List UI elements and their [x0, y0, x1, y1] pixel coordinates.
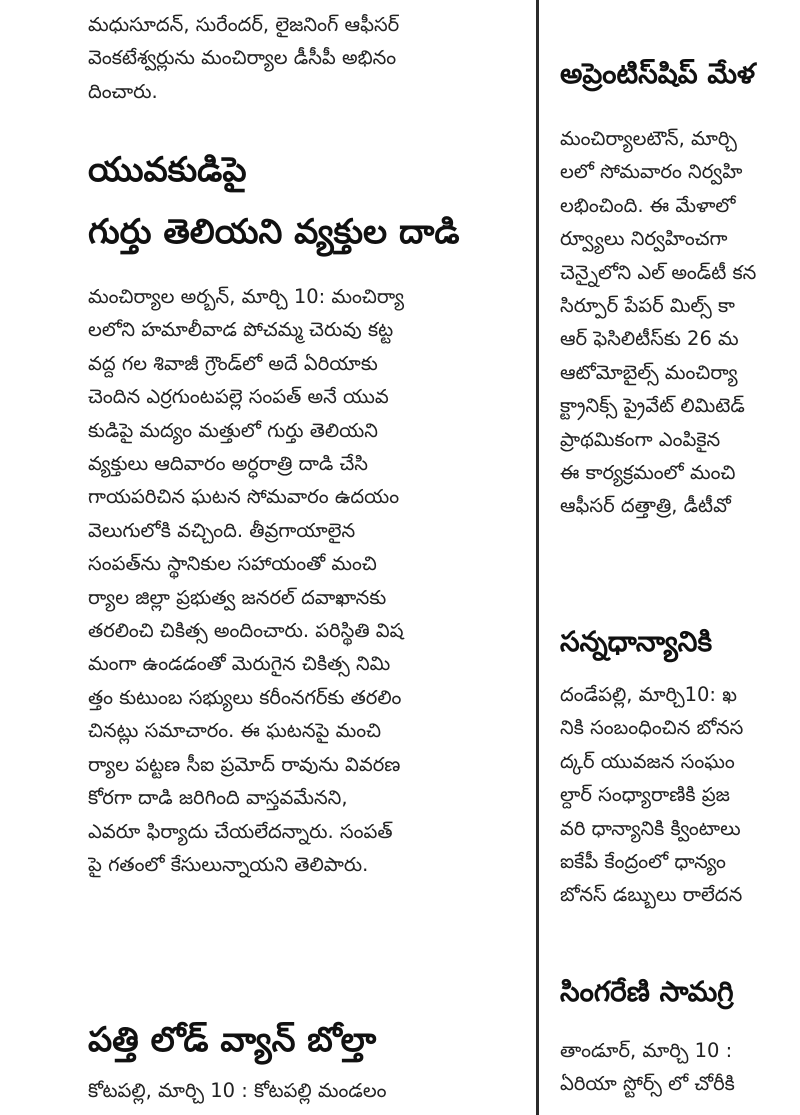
headline: సింగరేణి సామగ్రి — [560, 975, 734, 1008]
previous-article-tail — [88, 8, 506, 108]
body-line: ఆఫీసర్ దత్తాత్రి, డీటీవో — [560, 494, 731, 518]
body-line: పై గతంలో కేసులున్నాయని తెలిపారు. — [88, 852, 369, 876]
body-line: ల్దార్ సంధ్యారాణికి ప్రజ — [560, 783, 730, 807]
body-line: ఏరియా స్టోర్స్ లో చోరీకి — [560, 1072, 735, 1096]
body-line: కుడిపై మద్యం మత్తులో గుర్తు తెలియని — [88, 418, 378, 442]
body-line: లలోని హమాలీవాడ పోచమ్మ చెరువు కట్ట — [88, 318, 394, 342]
headline: సన్నధాన్యానికి — [560, 625, 713, 658]
left-column — [88, 0, 506, 1115]
body-line: మధుసూదన్, సురేందర్, లైజనింగ్ ఆఫీసర్ — [88, 13, 400, 36]
headline: పత్తి లోడ్ వ్యాన్ బోల్తా — [88, 1020, 377, 1060]
body-line: త్తం కుటుంబ సభ్యులు కరీంనగర్‌కు తరలిం — [88, 685, 402, 709]
body-line: దించారు. — [88, 79, 158, 103]
body-line: వరి ధాన్యానికి క్వింటాలు — [560, 816, 741, 840]
article-body — [88, 280, 506, 881]
body-line: సంపత్‌ను స్థానికుల సహాయంతో మంచి — [88, 552, 377, 576]
body-line: కోటపల్లి, మార్చి 10 : కోటపల్లి మండలం — [88, 1079, 387, 1102]
body-line: ద్కర్ యువజన సంఘం — [560, 749, 735, 773]
headline: గుర్తు తెలియని వ్యక్తుల దాడి — [88, 212, 460, 252]
body-line: లలో సోమవారం నిర్వహి — [560, 160, 743, 184]
body-line: ర్వ్యూలు నిర్వహించగా — [560, 227, 728, 251]
body-line: క్ట్రానిక్స్ ప్రైవేట్ లిమిటెడ్ — [560, 394, 745, 418]
article-body — [560, 1034, 800, 1101]
body-line: తాండూర్, మార్చి 10 : — [560, 1039, 733, 1062]
body-line: తరలించి చికిత్స అందించారు. పరిస్థితి విష — [88, 619, 404, 643]
body-line: నికి సంబంధించిన బోనస — [560, 716, 744, 740]
article-body — [560, 678, 800, 912]
body-line: వెలుగులోకి వచ్చింది. తీవ్రగాయాలైన — [88, 518, 356, 542]
body-line: చెందిన ఎర్రగుంటపల్లె సంపత్ అనే యువ — [88, 385, 389, 409]
headline: అప్రెంటిస్‌షిప్ మేళ — [560, 57, 756, 90]
article-van-overturn — [88, 1012, 506, 1107]
body-line: ప్రాథమికంగా ఎంపికైన — [560, 427, 721, 451]
body-line: చినట్లు సమాచారం. ఈ ఘటనపై మంచి — [88, 719, 382, 743]
body-line: మంగా ఉండడంతో మెరుగైన చికిత్స నిమి — [88, 652, 391, 676]
body-line: మంచిర్యాల అర్బన్, మార్చి 10: మంచిర్యా — [88, 285, 405, 308]
body-line: దండేపల్లి, మార్చి10: ఖ — [560, 683, 737, 706]
body-line: ఈ కార్యక్రమంలో మంచి — [560, 461, 736, 485]
article-body — [88, 1074, 506, 1107]
body-line: బోనస్ డబ్బులు రాలేదన — [560, 883, 743, 907]
body-line: ఎవరూ ఫిర్యాదు చేయలేదన్నారు. సంపత్ — [88, 819, 393, 843]
article-youth-attack — [88, 142, 506, 881]
body-line: మంచిర్యాలటౌన్, మార్చి — [560, 127, 737, 150]
article-fine-grain-bonus — [560, 616, 800, 912]
body-line: చెన్నైలోని ఎల్ అండ్‌టీ కన — [560, 260, 757, 284]
body-line: ఆటోమోబైల్స్ మంచిర్యా — [560, 360, 738, 384]
article-singareni-material — [560, 966, 800, 1101]
body-line: వెంకటేశ్వర్లును మంచిర్యాల డీసీపీ అభినం — [88, 46, 397, 70]
body-line: సిర్పూర్ పేపర్ మిల్స్ కా — [560, 294, 735, 318]
right-column — [560, 0, 800, 1115]
article-apprenticeship-mela — [560, 48, 800, 523]
body-line: ర్యాల జిల్లా ప్రభుత్వ జనరల్ దవాఖానకు — [88, 585, 387, 609]
body-line: ఆర్ ఫెసిలిటీస్‌కు 26 మ — [560, 327, 739, 351]
body-line: ర్యాల పట్టణ సీఐ ప్రమోద్ రావును వివరణ — [88, 752, 401, 776]
column-divider — [536, 0, 539, 1115]
body-line: గాయపరిచిన ఘటన సోమవారం ఉదయం — [88, 485, 400, 509]
body-line: లభించింది. ఈ మేళాలో — [560, 193, 736, 217]
body-line: వ్యక్తులు ఆదివారం అర్ధరాత్రి దాడి చేసి — [88, 452, 368, 476]
body-line: వద్ద గల శివాజీ గ్రౌండ్‌లో అదే ఏరియాకు — [88, 351, 378, 375]
body-line: కోరగా దాడి జరిగింది వాస్తవమేనని, — [88, 786, 348, 810]
headline: యువకుడిపై — [88, 150, 247, 190]
body-line: ఐకేపీ కేంద్రంలో ధాన్యం — [560, 850, 726, 874]
article-body — [560, 122, 800, 523]
